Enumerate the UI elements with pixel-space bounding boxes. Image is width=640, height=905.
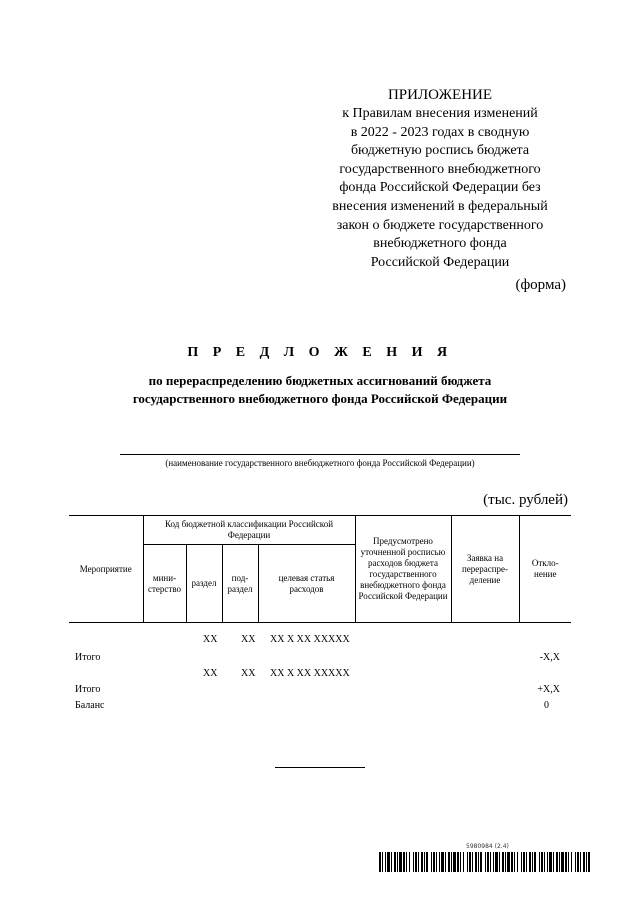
- barcode-number: 5980984 (2.4): [466, 843, 509, 850]
- col-subsection: под-раздел: [222, 545, 258, 623]
- fund-name-caption: (наименование государственного внебюджетного фонда Российской Федерации): [165, 458, 475, 468]
- total-deviation: +X,X: [537, 684, 560, 695]
- subtitle-line: по перераспределению бюджетных ассигнований бюджета: [148, 373, 492, 388]
- appendix-line: фонда Российской Федерации без: [339, 180, 541, 196]
- appendix-block: [300, 86, 580, 272]
- appendix-line: внесения изменений в федеральный: [332, 198, 548, 214]
- row-code-subsection: XX: [241, 668, 256, 679]
- row-code-section: XX: [203, 668, 218, 679]
- subtitle-line: государственного внебюджетного фонда Российской Федерации: [132, 391, 508, 406]
- row-code-subsection: XX: [241, 634, 256, 645]
- balance-label: Баланс: [75, 700, 105, 711]
- col-planned: Предусмотрено уточненной росписью расходов бюджета государственного внебюджетного фонда Российской Федерации: [355, 516, 451, 623]
- col-deviation: Откло-нение: [519, 516, 571, 623]
- col-ministry: мини-стерство: [143, 545, 186, 623]
- document-title: П Р Е Д Л О Ж Е Н И Я: [187, 345, 453, 360]
- appendix-line: в 2022 - 2023 годах в сводную: [350, 124, 530, 140]
- total-label: Итого: [75, 684, 101, 695]
- col-section: раздел: [186, 545, 222, 623]
- form-label: (форма): [515, 277, 566, 293]
- row-code-section: XX: [203, 634, 218, 645]
- total-deviation: -X,X: [539, 652, 560, 663]
- total-label: Итого: [75, 652, 101, 663]
- col-target: целевая статья расходов: [258, 545, 355, 623]
- document-subtitle: [60, 372, 580, 408]
- col-code-group: Код бюджетной классификации Российской Федерации: [143, 516, 355, 545]
- row-code-target: XX X XX XXXXX: [270, 634, 350, 645]
- appendix-heading: ПРИЛОЖЕНИЕ: [387, 87, 493, 103]
- units-label: (тыс. рублей): [483, 492, 568, 508]
- appendix-line: государственного внебюджетного: [339, 161, 541, 177]
- appendix-line: закон о бюджете государственного: [336, 217, 544, 233]
- row-code-target: XX X XX XXXXX: [270, 668, 350, 679]
- appendix-line: Российской Федерации: [370, 254, 510, 270]
- col-event: Мероприятие: [69, 516, 143, 623]
- appendix-line: внебюджетного фонда: [373, 236, 507, 252]
- barcode-image: [379, 852, 591, 872]
- fund-name-line: [120, 454, 520, 455]
- appendix-line: бюджетную роспись бюджета: [350, 143, 530, 159]
- balance-deviation: 0: [544, 700, 549, 711]
- proposals-table: [69, 515, 571, 623]
- appendix-line: к Правилам внесения изменений: [342, 106, 538, 121]
- separator-line: [275, 767, 365, 768]
- col-request: Заявка на перераспре-деление: [451, 516, 519, 623]
